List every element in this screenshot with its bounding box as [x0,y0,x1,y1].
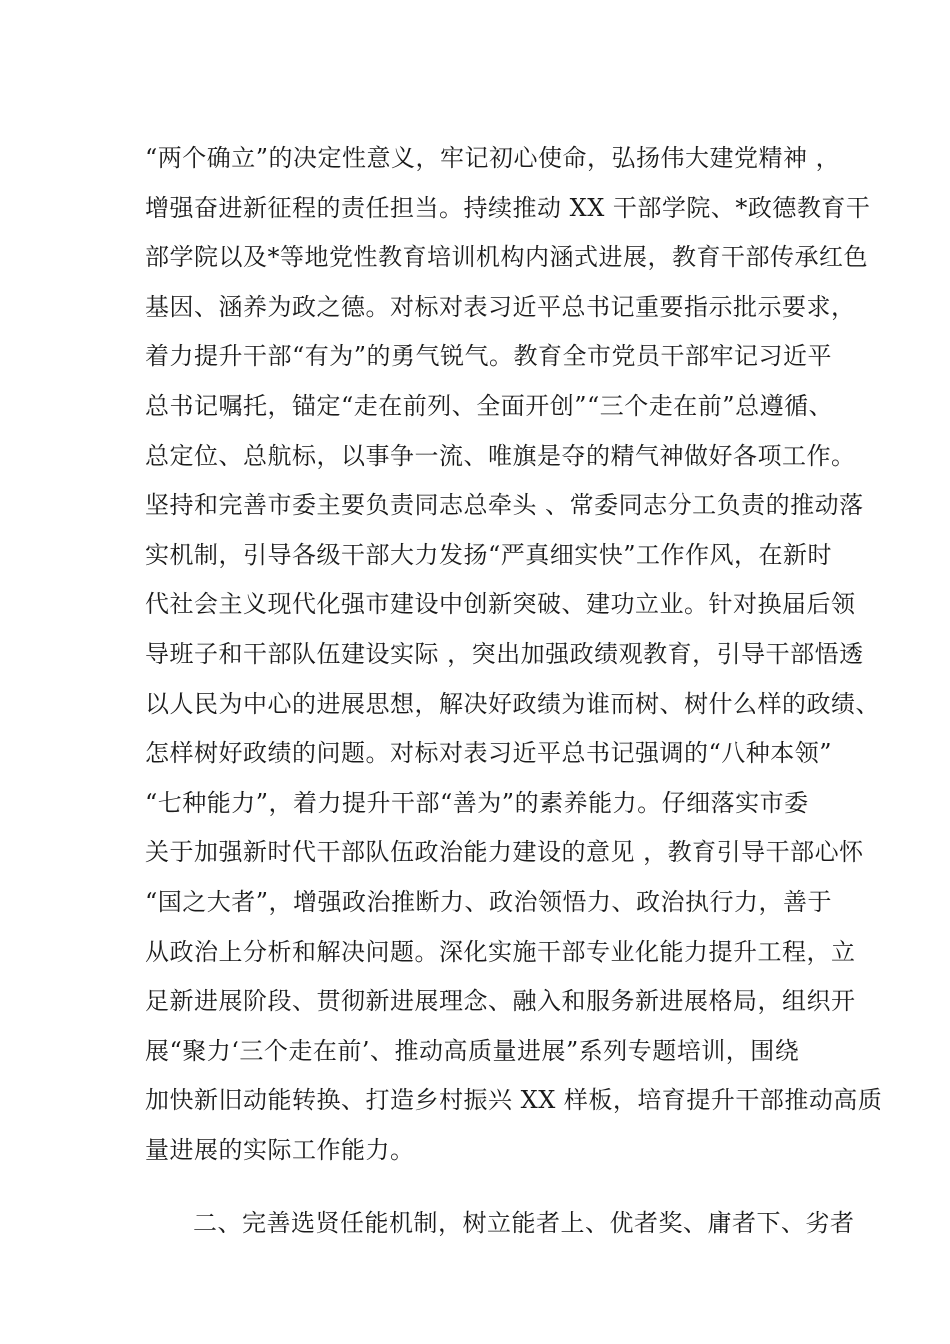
paragraph-line: 加快新旧动能转换、打造乡村振兴 XX 样板，培育提升干部推动高质 [145,1086,883,1115]
paragraph-line: 足新进展阶段、贯彻新进展理念、融入和服务新进展格局，组织开 [145,987,856,1016]
paragraph-line: 怎样树好政绩的问题。对标对表习近平总书记强调的“八种本领” [145,739,833,768]
section-heading-line: 二、完善选贤任能机制，树立能者上、优者奖、庸者下、劣者 [193,1209,855,1238]
paragraph-spacer [145,1175,845,1199]
paragraph-line: 以人民为中心的进展思想，解决好政绩为谁而树、树什么样的政绩、 [145,689,880,718]
paragraph-line: 代社会主义现代化强市建设中创新突破、建功立业。针对换届后领 [145,590,856,619]
paragraph-line: “七种能力”，着力提升干部“善为”的素养能力。仔细落实市委 [145,788,809,817]
paragraph-line: 展“聚力‘三个走在前’、推动高质量进展”系列专题培训，围绕 [145,1036,800,1065]
paragraph-line: 从政治上分析和解决问题。深化实施干部专业化能力提升工程，立 [145,937,856,966]
paragraph-line: 部学院以及*等地党性教育培训机构内涵式进展，教育干部传承红色 [145,243,868,272]
paragraph-line: 增强奋进新征程的责任担当。持续推动 XX 干部学院、*政德教育干 [145,193,871,222]
paragraph-line: 关于加强新时代干部队伍政治能力建设的意见 ，教育引导干部心怀 [145,838,864,867]
paragraph-line: 基因、涵养为政之德。对标对表习近平总书记重要指示批示要求， [145,292,856,321]
body-text [145,134,883,1249]
paragraph-line: 着力提升干部“有为”的勇气锐气。教育全市党员干部牢记习近平 [145,342,833,371]
paragraph-line: “两个确立”的决定性意义，牢记初心使命，弘扬伟大建党精神 ， [145,144,841,172]
paragraph-line: 总书记嘱托，锚定“走在前列、全面开创”“三个走在前”总遵循、 [145,391,834,420]
paragraph-line: 实机制，引导各级干部大力发扬“严真细实快”工作作风，在新时 [145,540,833,569]
paragraph-line: “国之大者”，增强政治推断力、政治领悟力、政治执行力，善于 [145,887,833,916]
paragraph-line: 导班子和干部队伍建设实际 ，突出加强政绩观教育，引导干部悟透 [145,639,864,668]
paragraph-line: 坚持和完善市委主要负责同志总牵头 、常委同志分工负责的推动落 [145,491,864,520]
paragraph-line: 量进展的实际工作能力。 [145,1135,415,1164]
paragraph-line: 总定位、总航标，以事争一流、唯旗是夺的精气神做好各项工作。 [145,441,856,470]
